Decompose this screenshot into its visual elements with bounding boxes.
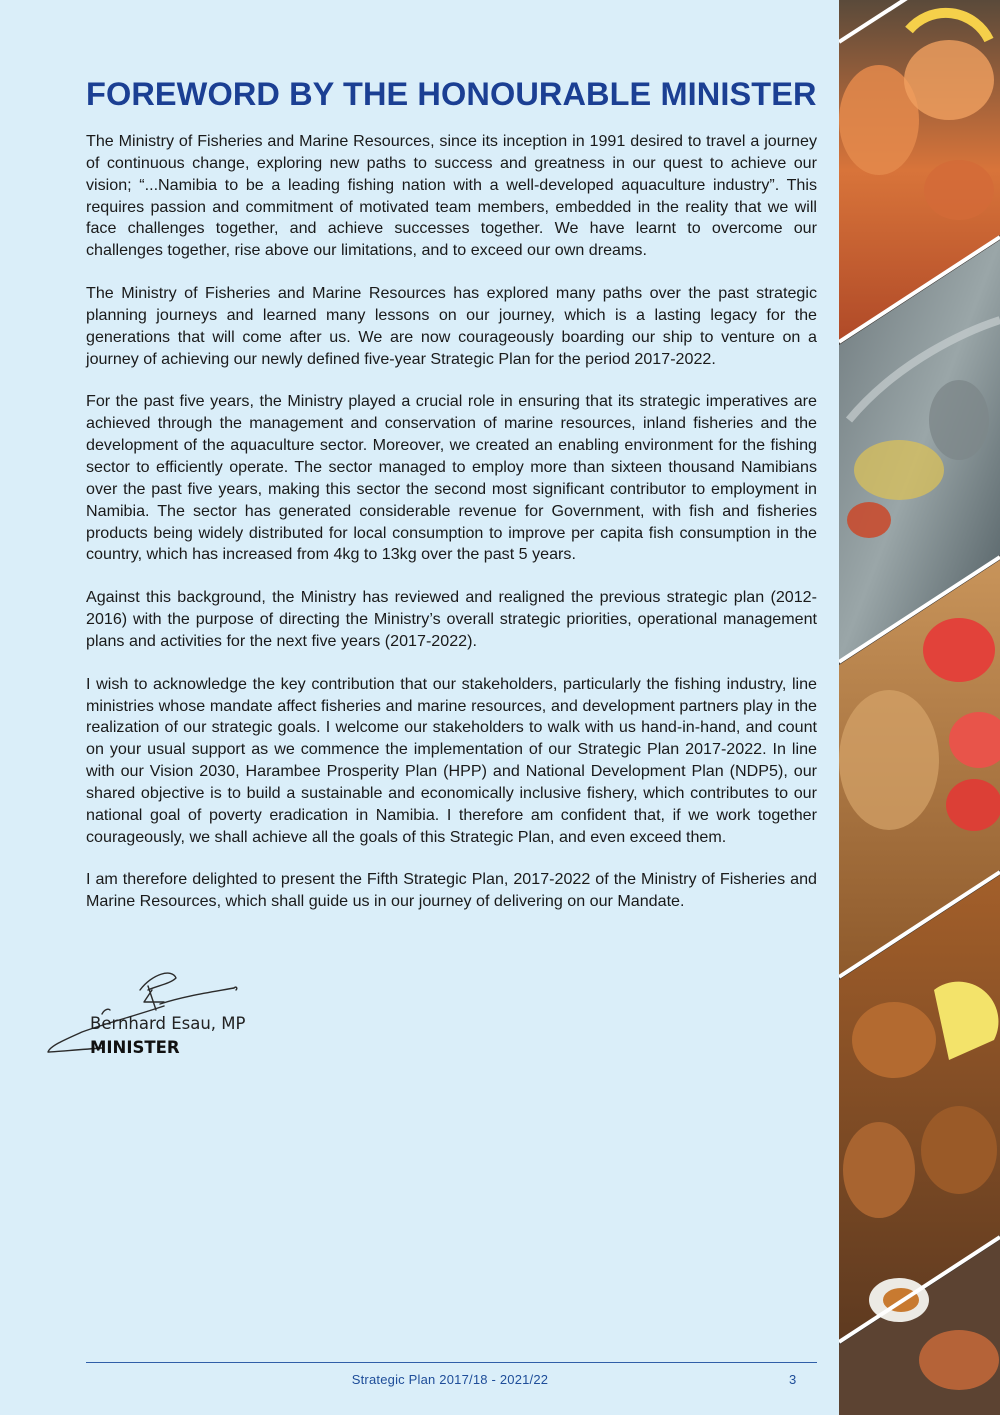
- paragraph-1: The Ministry of Fisheries and Marine Resources, since its inception in 1991 desired to travel a journey of continuous change, exploring new paths to success and greatness in our quest to achieve our vision; “...Namibia to be a leading fishing nation with a well-developed aquaculture industry”. This requires passion and commitment of motivated team members, embedded in the reality that we will face challenges together, and achieve successes together. We have learnt to overcome our challenges together, rise above our limitations, and to exceed our own dreams.: [86, 132, 817, 260]
- paragraph-6: I am therefore delighted to present the Fifth Strategic Plan, 2017-2022 of the Ministry of Fisheries and Marine Resources, which shall guide us in our journey of delivering on our Mandate.: [86, 870, 817, 911]
- footer-divider: [86, 1362, 817, 1363]
- signature-block: [44, 966, 304, 1066]
- paragraph-2: The Ministry of Fisheries and Marine Resources has explored many paths over the past strategic planning journeys and learned many lessons on our journey, which is a lasting legacy for the generations that will come after us. We are now courageously boarding our ship to venture on a journey of achieving our newly defined five-year Strategic Plan for the period 2017-2022.: [86, 284, 817, 368]
- paragraph-5: I wish to acknowledge the key contribution that our stakeholders, particularly the fishing industry, line ministries whose mandate affect fisheries and marine resources, and development partners play in the realization of our strategic goals. I welcome our stakeholders to walk with us hand-in-hand, and count on your usual support as we commence the implementation of our Strategic Plan 2017-2022. In line with our Vision 2030, Harambee Prosperity Plan (HPP) and National Development Plan (NDP5), our shared objective is to build a sustainable and economically inclusive fishery, which contributes to our national goal of poverty eradication in Namibia. I therefore am confident that, if we work together courageously, we shall achieve all the goals of this Strategic Plan, and even exceed them.: [86, 674, 817, 846]
- page-title: FOREWORD BY THE HONOURABLE MINISTER: [86, 76, 817, 112]
- paragraph-4: Against this background, the Ministry has reviewed and realigned the previous strategic plan (2012-2016) with the purpose of directing the Ministry’s overall strategic priorities, operational management plans and activities for the next five years (2017-2022).: [86, 588, 817, 650]
- signatory-title: MINISTER: [90, 1038, 180, 1057]
- foreword-body: [86, 76, 817, 934]
- signatory-name: Bernhard Esau, MP: [90, 1014, 246, 1033]
- seafood-photo-strip: [839, 0, 1000, 1415]
- page-number: 3: [789, 1372, 797, 1387]
- footer-title: Strategic Plan 2017/18 - 2021/22: [351, 1372, 549, 1387]
- paragraph-3: For the past five years, the Ministry played a crucial role in ensuring that its strategic imperatives are achieved through the management and conservation of marine resources, inland fisheries and the development of the aquaculture sector. Moreover, we created an enabling environment for the fishing sector to efficiently operate. The sector managed to employ more than sixteen thousand Namibians over the past five years, making this sector the second most significant contributor to employment in Namibia. The sector has generated considerable revenue for Government, with fish and fisheries products being widely distributed for local consumption to improve per capita fish consumption in the country, which has increased from 4kg to 13kg over the past 5 years.: [86, 392, 817, 564]
